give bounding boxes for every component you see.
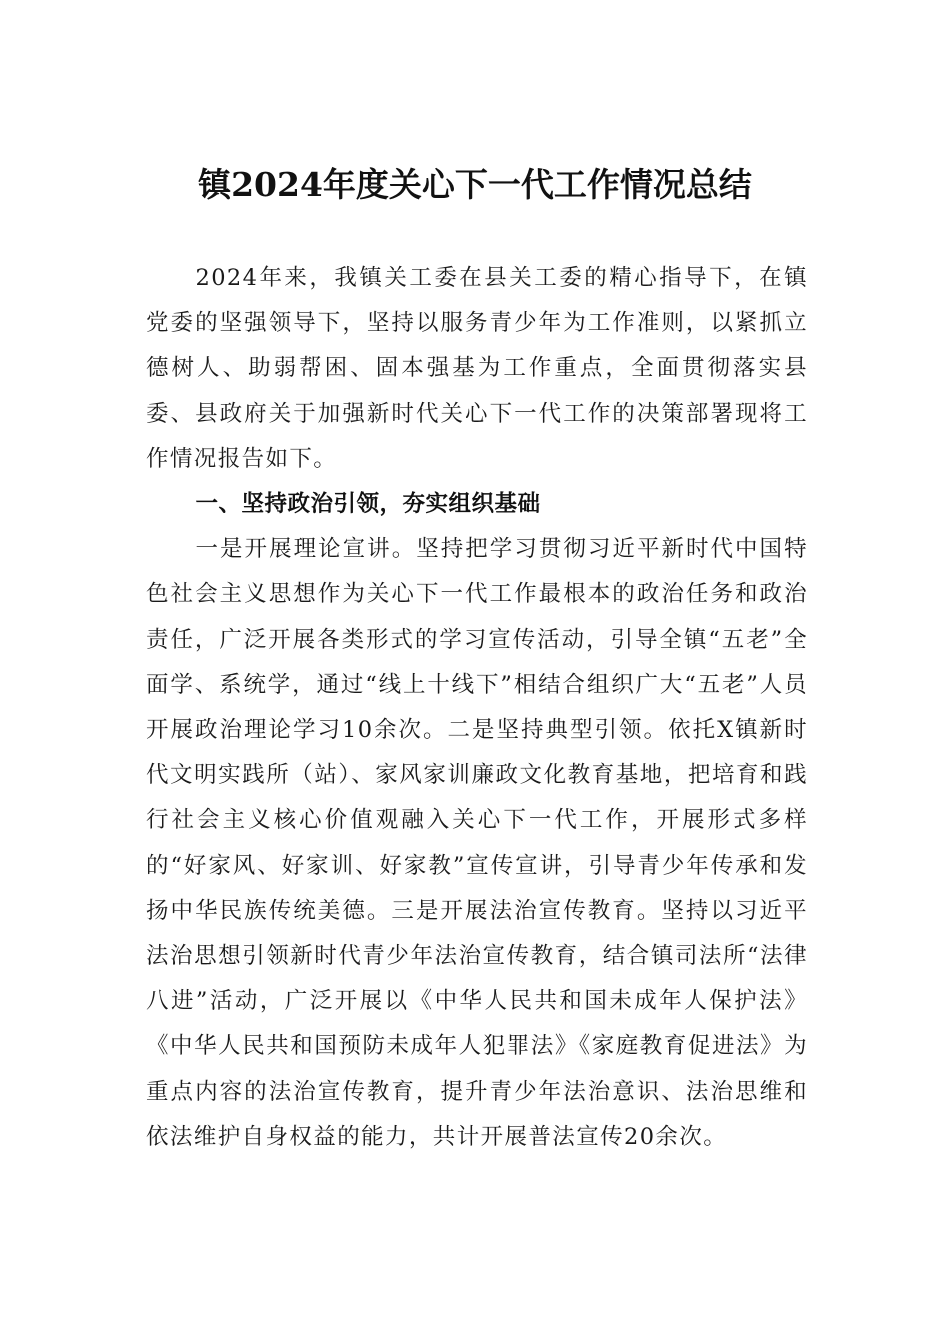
intro-paragraph: 2024年来，我镇关工委在县关工委的精心指导下，在镇党委的坚强领导下，坚持以服务青少年为工作准则，以紧抓立德树人、助弱帮困、固本强基为工作重点，全面贯彻落实县委、县政府关于加强新时代关心下一代工作的决策部署现将工作情况报告如下。 bbox=[146, 265, 808, 472]
document-title: 镇2024年度关心下一代工作情况总结 bbox=[198, 165, 752, 204]
section-heading: 一、坚持政治引领，夯实组织基础 bbox=[195, 491, 541, 518]
body-paragraph: 一是开展理论宣讲。坚持把学习贯彻习近平新时代中国特色社会主义思想作为关心下一代工作最根本的政治任务和政治责任，广泛开展各类形式的学习宣传活动，引导全镇“五老”全面学、系统学，通过“线上十线下”相结合组织广大“五老”人员开展政治理论学习10余次。二是坚持典型引领。依托X镇新时代文明实践所（站）、家风家训廉政文化教育基地，把培育和践行社会主义核心价值观融入关心下一代工作，开展形式多样的“好家风、好家训、好家教”宣传宣讲，引导青少年传承和发扬中华民族传统美德。三是开展法治宣传教育。坚持以习近平法治思想引领新时代青少年法治宣传教育，结合镇司法所“法律八进”活动，广泛开展以《中华人民共和国未成年人保护法》《中华人民共和国预防未成年人犯罪法》《家庭教育促进法》为重点内容的法治宣传教育，提升青少年法治意识、法治思维和依法维护自身权益的能力，共计开展普法宣传20余次。 bbox=[146, 536, 808, 1150]
document-body bbox=[146, 256, 808, 1160]
